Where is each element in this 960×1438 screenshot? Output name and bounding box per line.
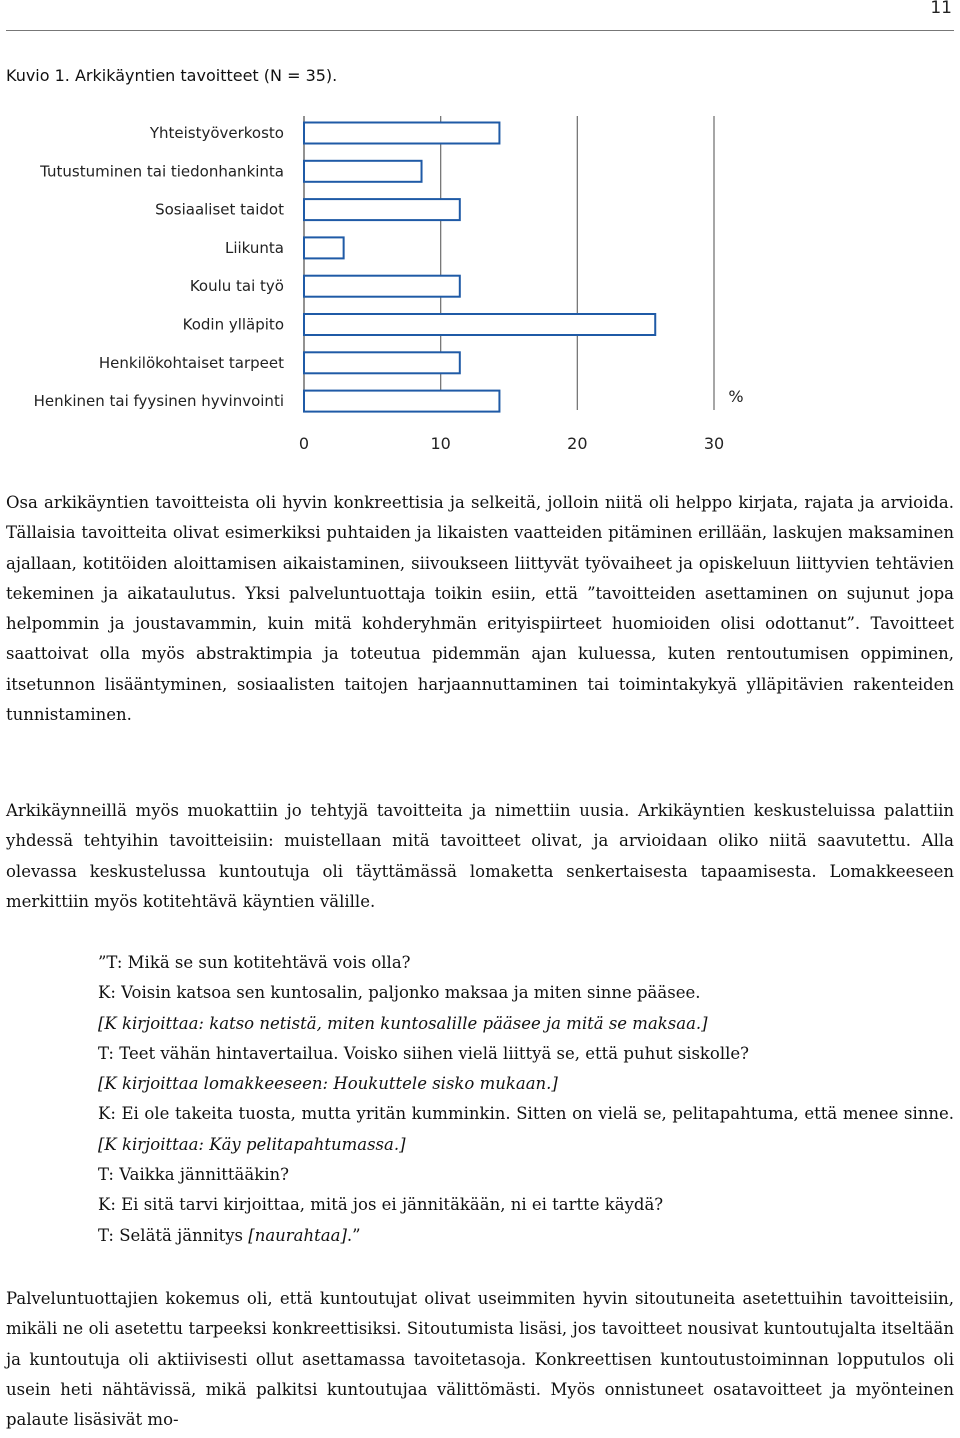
category-label: Tutustuminen tai tiedonhankinta	[40, 162, 284, 181]
dialogue-line	[98, 1221, 954, 1251]
category-label: Henkinen tai fyysinen hyvinvointi	[33, 392, 284, 411]
category-label: Kodin ylläpito	[182, 315, 284, 334]
dialogue-speech: ”T: Mikä se sun kotitehtävä vois olla?	[98, 953, 411, 972]
dialogue-line	[98, 948, 954, 978]
dialogue-tail: .”	[346, 1225, 361, 1245]
dialogue-excerpt	[98, 948, 954, 1251]
x-tick-label: 30	[703, 434, 725, 453]
bar-4	[304, 237, 344, 258]
category-label: Liikunta	[224, 238, 284, 257]
body-paragraph-1: Osa arkikäyntien tavoitteista oli hyvin konkreettisia ja selkeitä, jolloin niitä oli helppo kirjata, rajata ja arvioida. Tällaisia tavoitteita olivat esimerkiksi puhtaiden ja likaisten vaatteiden pitäminen erillään, laskujen maksaminen ajallaan, kotitöiden aloittamisen aikaistaminen, siivoukseen liittyvät työvaiheet ja opiskeluun liittyvien tehtävien tekeminen ja aikataulutus. Yksi palveluntuottaja toikin esiin, että ”tavoitteiden asettaminen on sujunut jopa helpommin ja joustavammin, kuin mitä kohderyhmän erityispiirteet huomioiden olisi odottanut”. Tavoitteet saattoivat olla myös abstraktimpia ja toteutua pidemmän ajan kuluessa, kuten rentoutumisen oppiminen, itsetunnon lisääntyminen, sosiaalisten taitojen harjaannuttaminen tai toimintakykyä ylläpitävien rakenteiden tunnistaminen.	[6, 493, 954, 725]
figure-caption	[6, 66, 337, 85]
goals-bar-chart	[0, 106, 960, 466]
category-label: Sosiaaliset taidot	[155, 200, 284, 219]
header-rule	[6, 30, 954, 31]
dialogue-speech: K: Ei sitä tarvi kirjoittaa, mitä jos ei jännitäkään, ni ei tartte käydä?	[98, 1195, 664, 1215]
dialogue-note: [K kirjoittaa: katso netistä, miten kuntosalille pääsee ja mitä se maksaa.]	[98, 1013, 708, 1033]
dialogue-line	[98, 1190, 954, 1220]
dialogue-speech: K: Ei ole takeita tuosta, mutta yritän kumminkin. Sitten on vielä se, pelitapahtuma, että menee sinne.	[98, 1104, 954, 1124]
x-tick-label: 0	[298, 434, 310, 453]
dialogue-line	[98, 1069, 954, 1099]
category-label: Henkilökohtaiset tarpeet	[98, 353, 284, 372]
bar-6	[304, 314, 655, 335]
bar-7	[304, 352, 460, 373]
x-tick-label: 10	[430, 434, 451, 453]
dialogue-note: [naurahtaa]	[248, 1225, 347, 1245]
figure-caption-text: Arkikäyntien tavoitteet (N = 35).	[74, 66, 338, 85]
dialogue-line	[98, 1099, 954, 1160]
figure-caption-label: Kuvio 1.	[6, 66, 70, 85]
page-number: 11	[930, 0, 952, 18]
bar-3	[304, 199, 460, 220]
body-paragraph-2: Arkikäynneillä myös muokattiin jo tehtyjä tavoitteita ja nimettiin uusia. Arkikäyntien keskusteluissa palattiin yhdessä tehtyihin tavoitteisiin: muistellaan mitä tavoitteet olivat, ja arvioidaan oliko niitä saavutettu. Alla olevassa keskustelussa kuntoutuja oli täyttämässä lomaketta senkertaisesta tapaamisesta. Lomakkeeseen merkittiin myös kotitehtävä käyntien välille.	[6, 801, 954, 911]
body-paragraph-3: Palveluntuottajien kokemus oli, että kuntoutujat olivat useimmiten hyvin sitoutuneita asetettuihin tavoitteisiin, mikäli ne oli asetettu tarpeeksi konkreettisiksi. Sitoutumista lisäsi, jos tavoitteet nousivat kuntoutujalta itseltään ja kuntoutuja oli aktiivisesti ollut asettamassa tavoitetasoja. Konkreettisen kuntoutustoiminnan lopputulos oli usein heti nähtävissä, mikä palkitsi kuntoutujaa välittömästi. Myös onnistuneet osatavoitteet ja myönteinen palaute lisäsivät mo-	[6, 1289, 954, 1430]
bar-5	[304, 276, 460, 297]
unit-label: %	[728, 387, 744, 406]
dialogue-line	[98, 978, 954, 1008]
dialogue-speech: T: Teet vähän hintavertailua. Voisko siihen vielä liittyä se, että puhut siskolle?	[98, 1043, 750, 1063]
dialogue-speech: K: Voisin katsoa sen kuntosalin, paljonko maksaa ja miten sinne pääsee.	[98, 983, 701, 1003]
x-tick-label: 20	[567, 434, 588, 453]
category-label: Koulu tai työ	[189, 277, 284, 296]
dialogue-speech: T: Selätä jännitys	[98, 1225, 249, 1245]
bar-8	[304, 391, 499, 412]
bar-2	[304, 161, 422, 182]
bar-1	[304, 123, 499, 144]
dialogue-note: [K kirjoittaa lomakkeeseen: Houkuttele sisko mukaan.]	[98, 1074, 558, 1094]
dialogue-note: [K kirjoittaa: Käy pelitapahtumassa.]	[98, 1134, 406, 1154]
dialogue-speech: T: Vaikka jännittääkin?	[98, 1165, 289, 1185]
dialogue-line	[98, 1039, 954, 1069]
dialogue-line	[98, 1160, 954, 1190]
dialogue-line	[98, 1009, 954, 1039]
category-label: Yhteistyöverkosto	[149, 124, 284, 142]
